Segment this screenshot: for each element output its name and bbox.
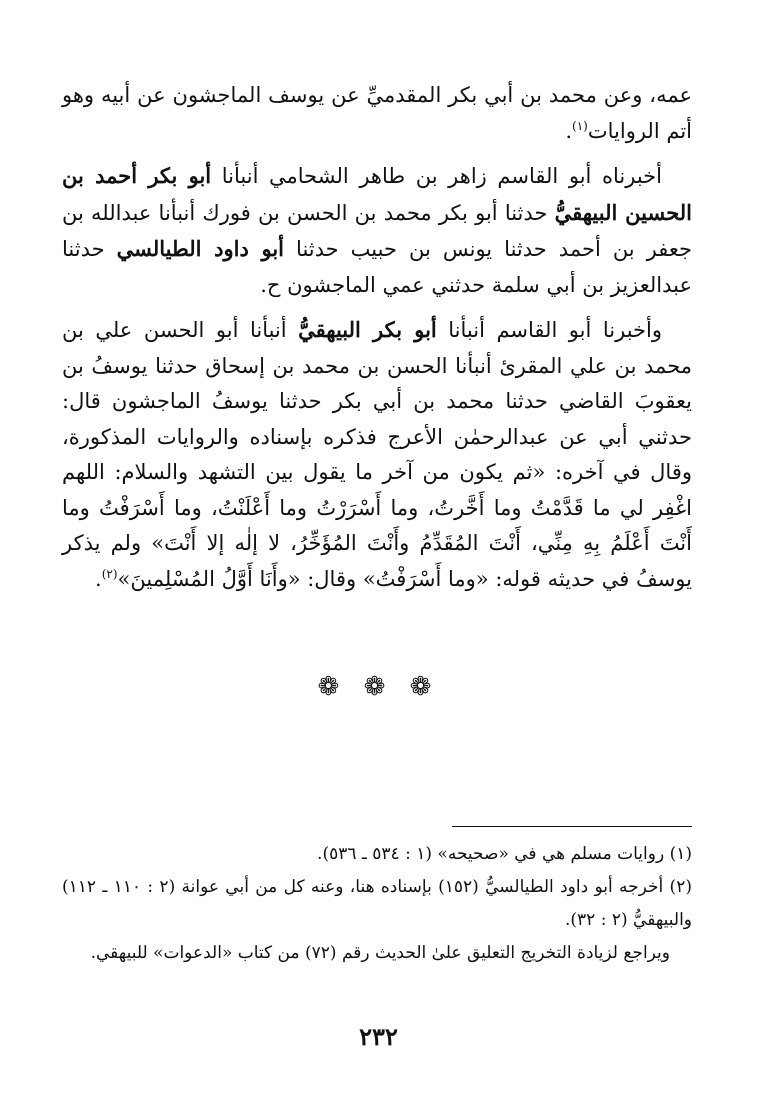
footnote-separator bbox=[452, 826, 692, 827]
text-segment: حدثنا أبو بكر محمد بن الحسن بن فورك أنبأنا عبدالله بن جعفر بن أحمد حدثنا يونس بن حبيب حدثنا bbox=[62, 200, 693, 261]
paragraph bbox=[62, 158, 692, 303]
narrator-name: أبو بكر البيهقيُّ bbox=[298, 317, 437, 342]
text-segment: وأخبرنا أبو القاسم أنبأنا bbox=[436, 318, 662, 342]
footnote: (٢) أخرجه أبو داود الطيالسيُّ (١٥٢) بإسناده هنا، وعنه كل من أبي عوانة (٢ : ١١٠ ـ ١١٢) والبيهقيُّ (٢ : ٣٢). bbox=[62, 877, 692, 930]
paragraph bbox=[62, 312, 692, 597]
footnotes bbox=[62, 838, 692, 970]
paragraph bbox=[62, 78, 692, 149]
page-number: ٢٣٢ bbox=[359, 1022, 398, 1051]
footnote: (١) روايات مسلم هي في «صحيحه» (١ : ٥٣٤ ـ ٥٣٦). bbox=[317, 844, 692, 864]
footnote: ويراجع لزيادة التخريج التعليق علىٰ الحديث رقم (٧٢) من كتاب «الدعوات» للبيهقي. bbox=[90, 943, 670, 963]
text-segment: عمه، وعن محمد بن أبي بكر المقدميِّ عن يوسف الماجشون عن أبيه وهو أتم الروايات bbox=[62, 83, 692, 143]
narrator-name: أبو بكر أحمد بن الحسين البيهقيُّ bbox=[62, 163, 692, 225]
text-segment: أخبرناه أبو القاسم زاهر بن طاهر الشحامي أنبأنا bbox=[211, 164, 662, 188]
section-ornament: ❁ ❁ ❁ bbox=[317, 672, 440, 702]
main-text bbox=[62, 78, 692, 597]
text-segment: . bbox=[565, 118, 573, 143]
text-segment: أنبأنا أبو الحسن علي بن محمد بن علي المقرئ أنبأنا الحسن بن محمد بن إسحاق حدثنا يوسفُ بن يعقوبَ القاضي حدثنا محمد بن أبي بكر حدثنا يوسفُ الماجشون قال: حدثني أبي عن عبدالرحمٰن الأعرج فذكره بإسناده والروايات المذكورة، وقال في آخره: «ثم يكون من آخر ما يقول بين التشهد والسلام: اللهم اغْفِر لي ما قَدَّمْتُ وما أَخَّرتُ، وما أَسْرَرْتُ وما أَعْلَنْتُ، وما أَسْرَفْتُ وما أَنْتَ أَعْلَمُ بِهِ مِنِّي، أَنْتَ المُقَدِّمُ وأَنْتَ المُؤَخِّرُ، لا إلٰه إلا أَنْتَ» ولم يذكر يوسفُ في حديثه قوله: «وما أَسْرَفْتُ» وقال: «وأَنَا أَوَّلُ المُسْلِمينَ» bbox=[62, 318, 692, 591]
text-segment: . bbox=[95, 566, 102, 591]
footnote-ref: (٢) bbox=[101, 566, 118, 581]
text-segment: حدثنا عبدالعزيز بن أبي سلمة حدثني عمي الماجشون ح. bbox=[62, 237, 692, 297]
narrator-name: أبو داود الطيالسي bbox=[116, 236, 285, 261]
footnote-ref: (١) bbox=[572, 118, 588, 133]
